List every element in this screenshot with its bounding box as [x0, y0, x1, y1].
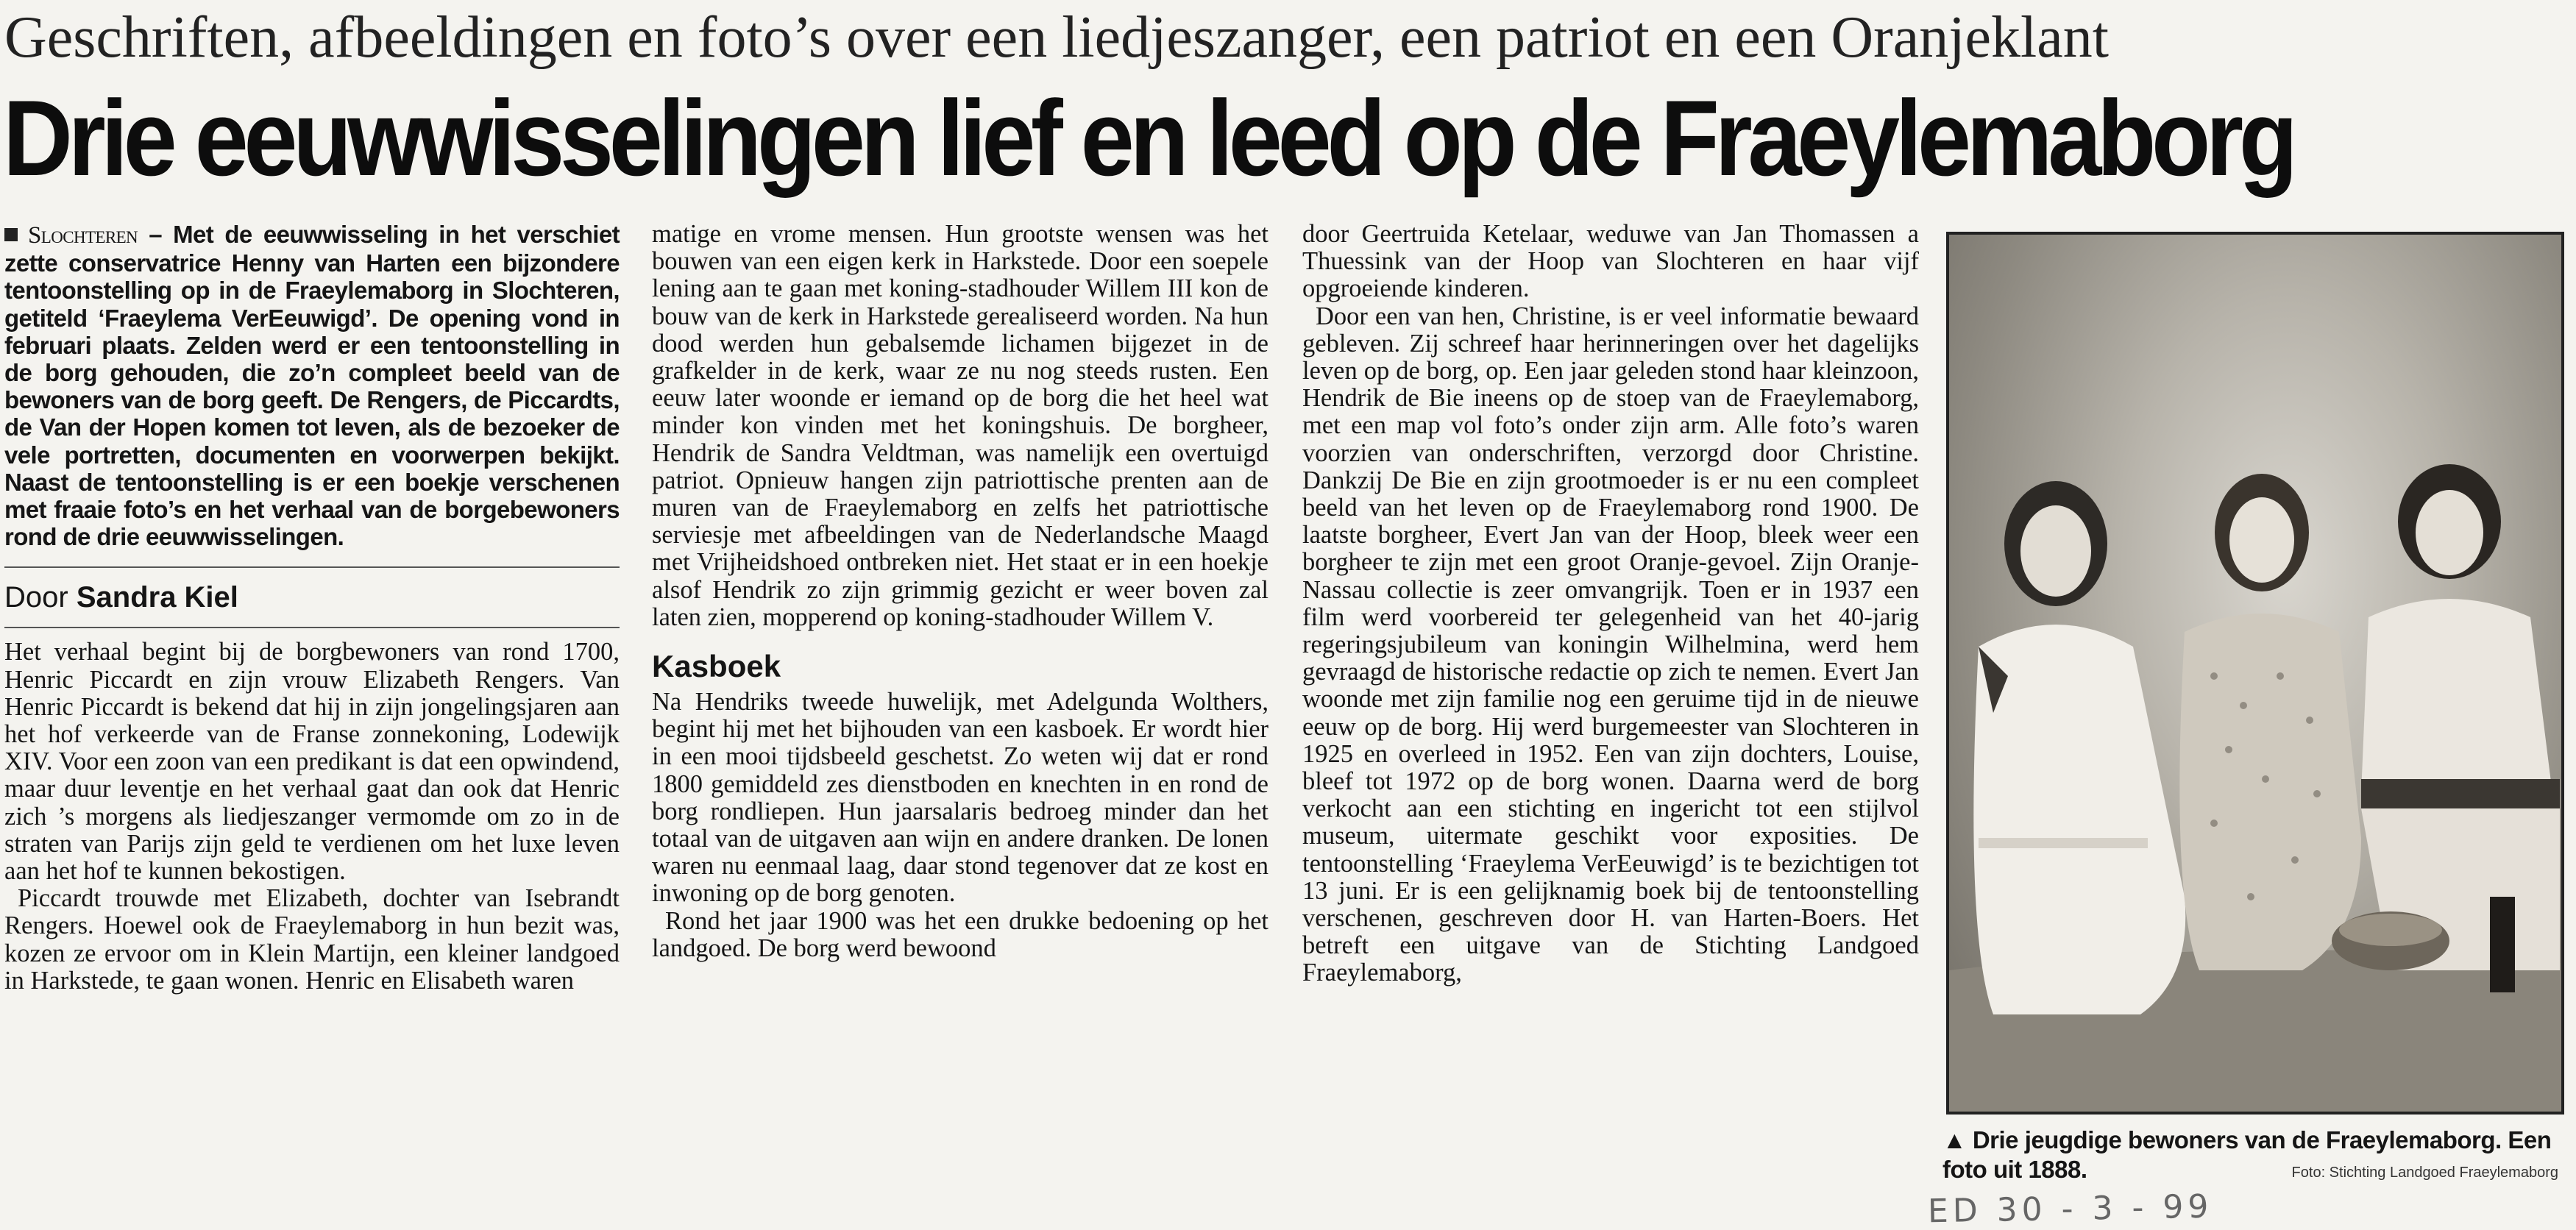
article-column-2: [652, 221, 1269, 962]
kicker-title: Geschriften, afbeeldingen en foto’s over een liedjeszanger, een patriot en een Oranjeklant: [4, 5, 2109, 70]
three-girls-photo-image: [1949, 235, 2561, 1112]
historic-photo: [1946, 232, 2564, 1115]
byline-author: Sandra Kiel: [76, 581, 238, 614]
lead-paragraph: [4, 221, 620, 550]
article-column-3: [1302, 221, 1919, 987]
body-paragraph: matige en vrome mensen. Hun grootste wensen was het bouwen van een eigen kerk in Harkstede. Door een soepele lening aan te gaan met koning-stadhouder Willem III kon de bouw van de kerk in Harkstede gerealiseerd worden. Na hun dood werden hun gebalsemde lichamen bijgezet in de grafkelder in de kerk, waar ze nu nog steeds rusten. Een eeuw later woonde er iemand op de borg die het heel wat minder kon vinden met het koningshuis. De borgheer, Hendrik de Sandra Veldtman, was namelijk een overtuigd patriot. Opnieuw hangen zijn patriottische prenten aan de muren van de Fraeylemaborg en zelfs het patriottische serviesje met afbeeldingen van de Nederlandsche Maagd met Vrijheidshoed ontbreken niet. Het staat er in een hoekje alsof Hendrik zo zijn grimmig gezicht er weer boven zal laten zien, mopperend op koning-stadhouder Willem V.: [652, 220, 1269, 631]
body-paragraph: Rond het jaar 1900 was het een drukke bedoening op het landgoed. De borg werd bewoond: [652, 906, 1269, 962]
subheading: Kasboek: [652, 649, 781, 684]
headline: Drie eeuwwisselingen lief en leed op de Fraeylemaborg: [3, 78, 2293, 198]
body-paragraph: Piccardt trouwde met Elizabeth, dochter van Isebrandt Rengers. Hoewel ook de Fraeylemaborg in hun bezit was, kozen ze ervoor om in Klein Martijn, een kleiner landgoed in Harkstede, te gaan wonen. Henric en Elisabeth waren: [4, 884, 620, 995]
body-paragraph: Het verhaal begint bij de borgbewoners van rond 1700, Henric Piccardt en zijn vrouw Elizabeth Rengers. Van Henric Piccardt is bekend dat hij in zijn jongelingsjaren aan het hof verkeerde van de Franse zonnekoning, Lodewijk XIV. Voor een zoon van een predikant is dat een opwindend, maar duur leventje en het verhaal gaat dan ook dat Henric zich ’s morgens als liedjeszanger vermomde om zo in de straten van Parijs zijn geld te verdienen om het luxe leven aan het hof te kunnen bekostigen.: [4, 638, 620, 886]
body-paragraph: Na Hendriks tweede huwelijk, met Adelgunda Wolthers, begint hij met het bijhouden van een kasboek. Er wordt hier in een mooi tijdsbeeld geschetst. Zo weten wij dat er rond 1800 gemiddeld zes dienstboden en knechten in en rond de borg rondliepen. Hun jaarsalaris bedroeg minder dan het totaal van de uitgaven aan wijn en andere dranken. De lonen waren nu eenmaal laag, daar stond tegenover dat ze kost en inwoning op de borg genoten.: [652, 688, 1269, 908]
byline: [4, 580, 620, 615]
handwritten-date-note: ED 30 - 3 - 99: [1927, 1187, 2213, 1230]
body-paragraph: door Geertruida Ketelaar, weduwe van Jan Thomassen a Thuessink van der Hoop van Slochteren en haar vijf opgroeiende kinderen.: [1302, 220, 1919, 303]
divider: [4, 627, 620, 628]
byline-prefix: Door: [4, 581, 68, 614]
dateline: Slochteren: [28, 222, 138, 249]
lead-text: – Met de eeuwwisseling in het verschiet zette conservatrice Henny van Harten een bijzondere tentoonstelling op in de Fraeylemaborg in Slochteren, getiteld ‘Fraeylema VerEeuwigd’. De opening vond in februari plaats. Zelden werd er een tentoonstelling in de borg gehouden, die zo’n compleet beeld van de bewoners van de borg geeft. De Rengers, de Piccardts, de Van der Hopen komen tot leven, als de bezoeker de vele portretten, documenten en voorwerpen bekijkt. Naast de tentoonstelling is er een boekje verschenen met fraaie foto’s en het verhaal van de borgebewoners rond de drie eeuwwisselingen.: [4, 221, 620, 551]
divider: [4, 566, 620, 568]
photo-credit: Foto: Stichting Landgoed Fraeylemaborg: [2291, 1165, 2558, 1181]
body-paragraph: Door een van hen, Christine, is er veel informatie bewaard gebleven. Zij schreef haar herinneringen over het dagelijks leven op de borg, op. Een jaar geleden stond haar kleinzoon, Hendrik de Bie ineens op de stoep van de Fraeylemaborg, met een map vol foto’s onder zijn arm. Alle foto’s waren voorzien van onderschriften, verzorgd door Christine. Dankzij De Bie en zijn grootmoeder is er nu een compleet beeld van het leven op de Fraeylemaborg rond 1900. De laatste borgheer, Evert Jan van der Hoop, bleek weer een borgheer te zijn met een groot Oranje-gevoel. Zijn Oranje-Nassau collectie is zeer omvangrijk. Toen er in 1937 een film werd voorbereid ter gelegenheid van het 40-jarig regeringsjubileum van koningin Wilhelmina, werd hem gevraagd de historische redactie op zich te nemen. Evert Jan woonde met zijn familie nog een geruime tijd in de nieuwe eeuw op de borg. Hij werd burgemeester van Slochteren in 1925 en overleed in 1952. Een van zijn dochters, Louise, bleef tot 1972 op de borg wonen. Daarna werd de borg verkocht aan een stichting en ingericht tot een stijlvol museum, uitermate geschikt voor exposities. De tentoonstelling ‘Fraeylema VerEeuwigd’ is te bezichtigen tot 13 juni. Er is een gelijknamig boek bij de tentoonstelling verschenen, geschreven door H. van Harten-Boers. Het betreft een uitgave van de Stichting Landgoed Fraeylemaborg,: [1302, 302, 1919, 987]
photo-caption: ▲ Drie jeugdige bewoners van de Fraeylemaborg. Een foto uit 1888.: [1942, 1126, 2552, 1183]
article-column-1: [4, 221, 620, 995]
square-bullet-icon: [4, 228, 18, 241]
